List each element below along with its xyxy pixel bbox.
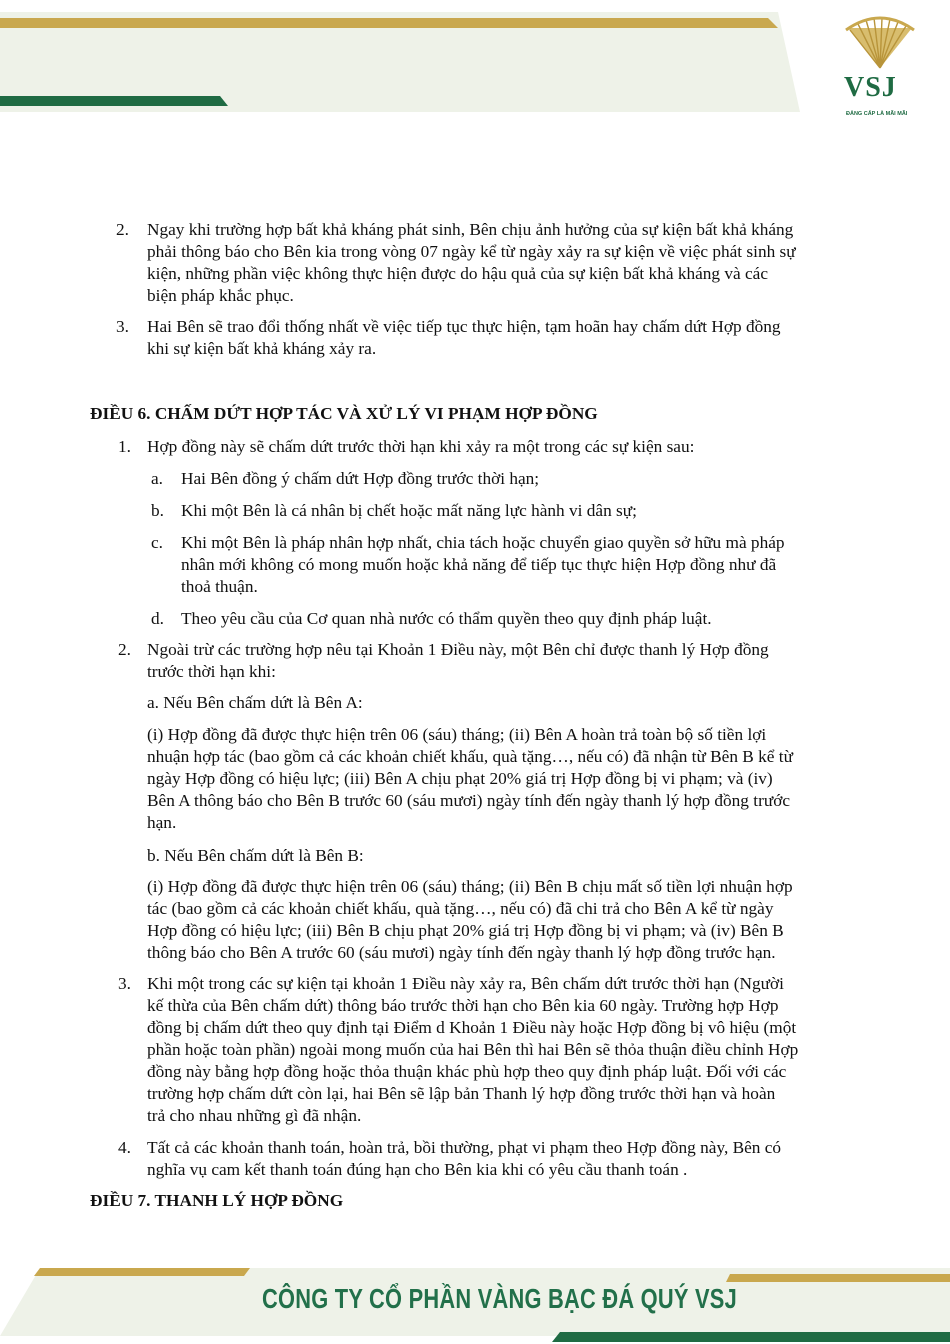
vsj-logo-icon — [846, 18, 914, 68]
a6-1-number: 1. — [118, 437, 131, 456]
a6-1-text: Hợp đồng này sẽ chấm dứt trước thời hạn khi xảy ra một trong các sự kiện sau: — [147, 437, 695, 456]
item-3-number: 3. — [116, 317, 129, 336]
a6-3-line: đồng này bằng hợp đồng hoặc thỏa thuận khác phù hợp theo quy định pháp luật. Đối với các — [147, 1062, 787, 1081]
footer-gold-stripe-left — [34, 1268, 250, 1276]
a6-2b-heading: b. Nếu Bên chấm dứt là Bên B: — [147, 846, 364, 865]
item-2-line: biện pháp khắc phục. — [147, 286, 294, 305]
a6-2a-line: hạn. — [147, 813, 177, 832]
a6-2a-line: Bên A thông báo cho Bên B trước 60 (sáu mươi) ngày tính đến ngày thanh lý hợp đồng trước — [147, 791, 790, 810]
a6-1c-line: nhân mới không có mong muốn hoặc khả năng để tiếp tục thực hiện Hợp đồng như đã — [181, 555, 777, 574]
a6-3-line: đồng bị chấm dứt theo quy định tại Điểm d Khoản 1 Điều này hoặc Hợp đồng bị vô hiệu (một — [147, 1018, 797, 1037]
a6-3-line: kế thừa của Bên chấm dứt) thông báo trước thời hạn cho Bên kia 60 ngày. Trường hợp Hợp — [147, 996, 779, 1015]
a6-1d-marker: d. — [151, 609, 164, 628]
item-2-line: kiện, những phần việc không thực hiện được do hậu quả của sự kiện bất khả kháng và các — [147, 264, 769, 283]
item-3-line: khi sự kiện bất khả kháng xảy ra. — [147, 339, 377, 358]
a6-4-line: nghĩa vụ cam kết thanh toán đúng hạn cho Bên kia khi có yêu cầu thanh toán . — [147, 1160, 688, 1179]
article-6-heading: ĐIỀU 6. CHẤM DỨT HỢP TÁC VÀ XỬ LÝ VI PHẠM HỢP ĐỒNG — [90, 404, 598, 423]
footer-gold-stripe-right — [726, 1274, 950, 1282]
header-banner — [0, 0, 950, 140]
a6-1c-marker: c. — [151, 533, 163, 552]
footer-green-stripe — [552, 1332, 950, 1342]
a6-2-number: 2. — [118, 640, 131, 659]
a6-2a-line: nhuận hợp tác (bao gồm cả các khoản chiết khấu, quà tặng…, nếu có) đã nhận từ Bên B kể từ — [147, 747, 793, 766]
logo-text: VSJ — [844, 72, 897, 103]
a6-3-line: trả cho nhau những gì đã nhận. — [147, 1106, 362, 1125]
a6-2b-line: (i) Hợp đồng đã được thực hiện trên 06 (sáu) tháng; (ii) Bên B chịu mất số tiền lợi nhuận hợp — [147, 877, 793, 896]
a6-2b-line: thông báo cho Bên A trước 60 (sáu mươi) ngày tính đến ngày thanh lý hợp đồng trước hạn. — [147, 943, 776, 962]
a6-3-number: 3. — [118, 974, 131, 993]
a6-4-line: Tất cả các khoản thanh toán, hoàn trả, bồi thường, phạt vi phạm theo Hợp đồng này, Bên có — [147, 1138, 782, 1157]
a6-1b-text: Khi một Bên là cá nhân bị chết hoặc mất năng lực hành vi dân sự; — [181, 501, 637, 520]
a6-4-number: 4. — [118, 1138, 131, 1157]
a6-2b-line: tác (bao gồm cả các khoản chiết khấu, quà tặng…, nếu có) đã chi trả cho Bên A kể từ ngày — [147, 899, 774, 918]
a6-2-line: trước thời hạn khi: — [147, 662, 276, 681]
item-2-number: 2. — [116, 220, 129, 239]
a6-1c-line: Khi một Bên là pháp nhân hợp nhất, chia tách hoặc chuyển giao quyền sở hữu mà pháp — [181, 533, 785, 552]
a6-3-line: Khi một trong các sự kiện tại khoản 1 Điều này xảy ra, Bên chấm dứt trước thời hạn (Người — [147, 974, 784, 993]
a6-2a-heading: a. Nếu Bên chấm dứt là Bên A: — [147, 693, 363, 712]
a6-1a-marker: a. — [151, 469, 163, 488]
a6-2a-line: (i) Hợp đồng đã được thực hiện trên 06 (sáu) tháng; (ii) Bên A hoàn trả toàn bộ số tiền lợi — [147, 725, 767, 744]
a6-3-line: phần hoặc toàn phần) ngoài mong muốn của hai Bên thì hai Bên sẽ thỏa thuận điều chỉnh Hợp — [147, 1040, 799, 1059]
logo-tagline: ĐẲNG CẤP LÀ MÃI MÃI — [846, 111, 908, 117]
a6-2-line: Ngoài trừ các trường hợp nêu tại Khoản 1 Điều này, một Bên chỉ được thanh lý Hợp đồng — [147, 640, 769, 659]
header-green-stripe — [0, 96, 228, 106]
item-2-line: phải thông báo cho Bên kia trong vòng 07 ngày kể từ ngày xảy ra sự kiện về việc phát sinh sự — [147, 242, 796, 261]
a6-3-line: trường hợp chấm dứt còn lại, hai Bên sẽ lập bản Thanh lý hợp đồng trước thời hạn và hoàn — [147, 1084, 776, 1103]
a6-1a-text: Hai Bên đồng ý chấm dứt Hợp đồng trước thời hạn; — [181, 469, 540, 488]
header-gold-stripe — [0, 18, 778, 28]
a6-1c-line: thoả thuận. — [181, 577, 258, 596]
item-3-line: Hai Bên sẽ trao đổi thống nhất về việc tiếp tục thực hiện, tạm hoãn hay chấm dứt Hợp đồng — [147, 317, 781, 336]
a6-2a-line: ngày Hợp đồng có hiệu lực; (iii) Bên A chịu phạt 20% giá trị Hợp đồng bị vi phạm; và (iv) — [147, 769, 773, 788]
footer-company-name: CÔNG TY CỔ PHẦN VÀNG BẠC ĐÁ QUÝ VSJ — [262, 1283, 737, 1314]
a6-1d-text: Theo yêu cầu của Cơ quan nhà nước có thẩm quyền theo quy định pháp luật. — [181, 609, 712, 628]
a6-1b-marker: b. — [151, 501, 164, 520]
item-2-line: Ngay khi trường hợp bất khả kháng phát sinh, Bên chịu ảnh hưởng của sự kiện bất khả kháng — [147, 220, 794, 239]
article-7-heading: ĐIỀU 7. THANH LÝ HỢP ĐỒNG — [90, 1191, 344, 1210]
a6-2b-line: Hợp đồng có hiệu lực; (iii) Bên B chịu phạt 20% giá trị Hợp đồng bị vi phạm; và (iv) Bên B — [147, 921, 784, 940]
